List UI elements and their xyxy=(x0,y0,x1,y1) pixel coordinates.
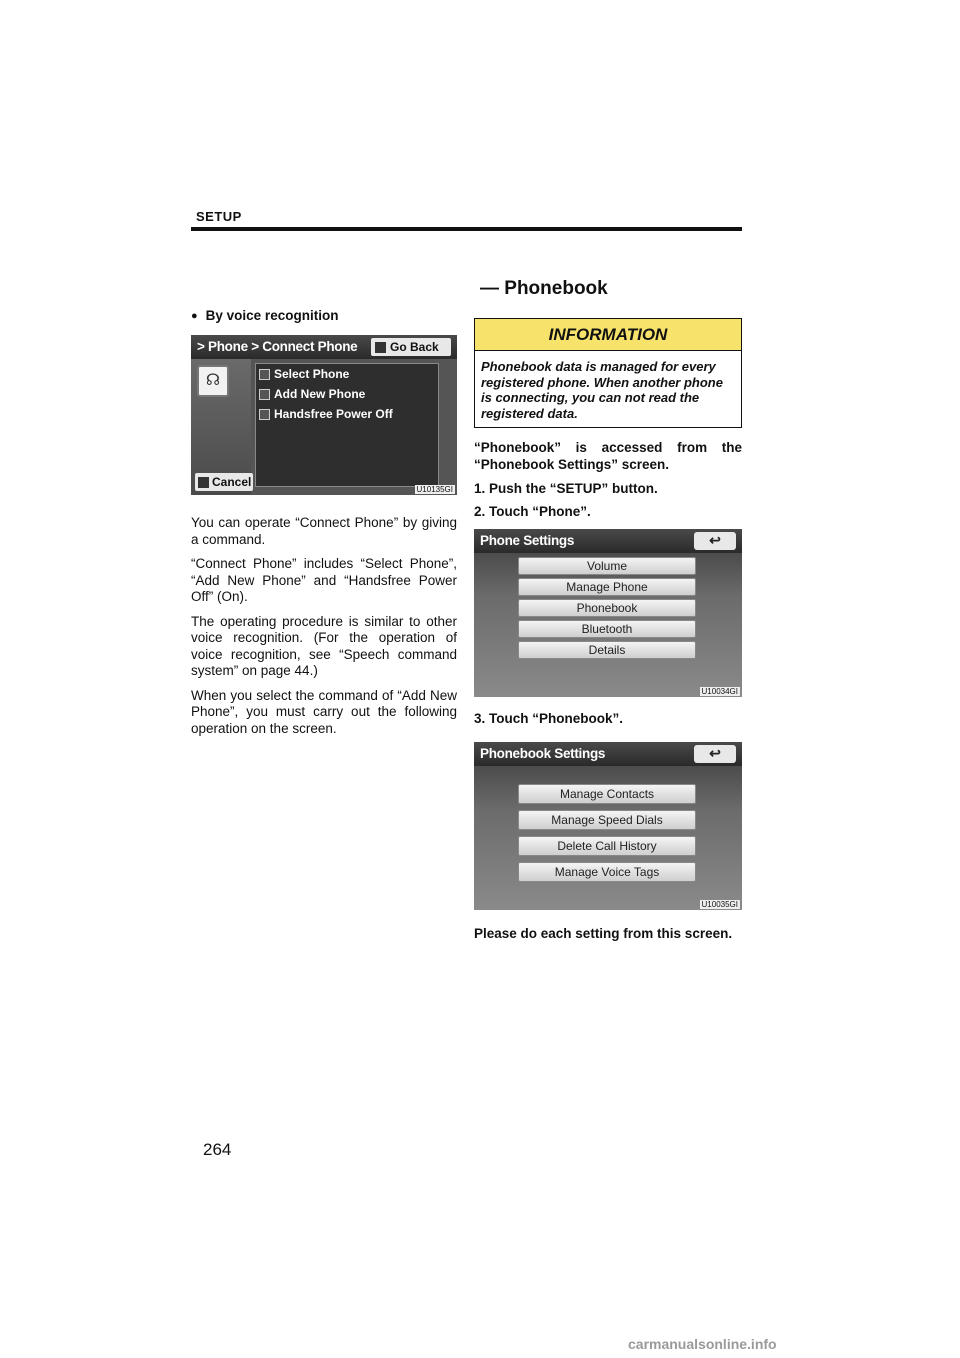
manage-speed-dials-button[interactable]: Manage Speed Dials xyxy=(518,810,696,830)
site-watermark[interactable]: carmanualsonline.info xyxy=(628,1336,777,1352)
body-paragraph: The operating procedure is similar to other voice recognition. (For the operation of voice recognition, see “Speech command system” on page 44.) xyxy=(191,613,457,678)
voice-command-icon xyxy=(259,369,270,380)
figure-code: U10034GI xyxy=(701,687,738,696)
cancel-button[interactable] xyxy=(195,473,253,491)
information-heading: INFORMATION xyxy=(475,319,741,351)
closing-paragraph: Please do each setting from this screen. xyxy=(474,926,733,941)
body-paragraph: You can operate “Connect Phone” by giving a command. xyxy=(191,515,457,547)
phone-settings-screenshot xyxy=(474,529,742,697)
go-back-button[interactable] xyxy=(371,338,451,356)
back-arrow-icon[interactable]: ↩ xyxy=(694,745,736,763)
connect-phone-screenshot xyxy=(191,335,457,495)
talk-icon[interactable]: ☊ xyxy=(197,365,229,397)
phonebook-settings-screenshot xyxy=(474,742,742,910)
command-label: Add New Phone xyxy=(274,387,366,401)
bullet-heading xyxy=(191,308,457,323)
command-item[interactable] xyxy=(259,407,393,421)
phonebook-button[interactable]: Phonebook xyxy=(518,599,696,617)
screen-breadcrumb: > Phone > Connect Phone xyxy=(191,335,457,359)
command-item[interactable] xyxy=(259,367,349,381)
back-arrow-icon[interactable]: ↩ xyxy=(694,532,736,550)
voice-command-icon xyxy=(259,409,270,420)
header-divider xyxy=(191,227,742,231)
screen-title: Phone Settings xyxy=(474,529,742,553)
step-2: 2. Touch “Phone”. xyxy=(474,504,591,519)
section-title: — Phonebook xyxy=(480,278,608,299)
command-label: Handsfree Power Off xyxy=(274,407,393,421)
step-3: 3. Touch “Phonebook”. xyxy=(474,711,624,726)
body-paragraph: “Connect Phone” includes “Select Phone”, “Add New Phone” and “Handsfree Power Off” (On). xyxy=(191,556,457,604)
figure-code: U10035GI xyxy=(701,900,738,909)
screen-title: Phonebook Settings xyxy=(474,742,742,766)
information-body: Phonebook data is managed for every registered phone. When another phone is connecting, you can not read the registered data. xyxy=(481,359,723,421)
voice-icon xyxy=(375,342,386,353)
manage-contacts-button[interactable]: Manage Contacts xyxy=(518,784,696,804)
delete-call-history-button[interactable]: Delete Call History xyxy=(518,836,696,856)
volume-button[interactable]: Volume xyxy=(518,557,696,575)
right-column xyxy=(474,318,742,943)
command-label: Select Phone xyxy=(274,367,350,381)
cancel-label: Cancel xyxy=(212,475,252,489)
bullet-icon: ● xyxy=(191,309,198,322)
voice-icon xyxy=(198,477,209,488)
details-button[interactable]: Details xyxy=(518,641,696,659)
manage-voice-tags-button[interactable]: Manage Voice Tags xyxy=(518,862,696,882)
information-box xyxy=(474,318,742,428)
command-list-panel xyxy=(255,363,439,487)
step-1: 1. Push the “SETUP” button. xyxy=(474,481,658,496)
body-paragraph: When you select the command of “Add New Phone”, you must carry out the following operation on the screen. xyxy=(191,687,457,736)
intro-paragraph: “Phonebook” is accessed from the “Phonebook Settings” screen. xyxy=(474,440,742,472)
manage-phone-button[interactable]: Manage Phone xyxy=(518,578,696,596)
go-back-label: Go Back xyxy=(390,340,439,354)
left-column xyxy=(191,300,457,737)
figure-code: U10135GI xyxy=(416,485,453,494)
bullet-text: By voice recognition xyxy=(205,308,339,323)
voice-command-icon xyxy=(259,389,270,400)
section-label: SETUP xyxy=(196,209,242,224)
page-number: 264 xyxy=(203,1140,232,1159)
command-item[interactable] xyxy=(259,387,365,401)
bluetooth-button[interactable]: Bluetooth xyxy=(518,620,696,638)
